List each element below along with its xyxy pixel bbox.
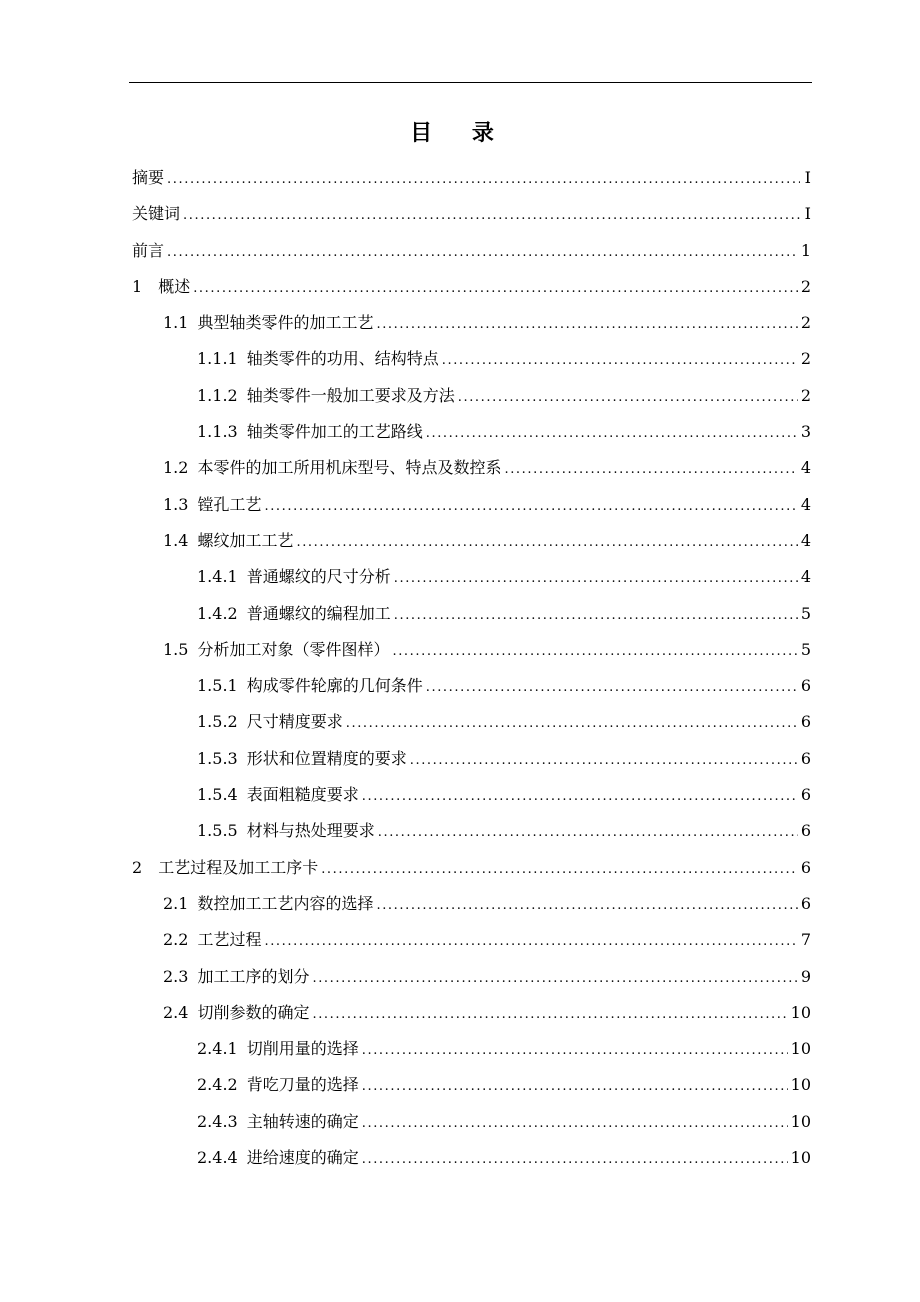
toc-entry-page-number: I [804, 168, 811, 187]
table-of-contents [132, 160, 811, 1176]
toc-entry[interactable] [132, 668, 811, 704]
dot-leader [362, 779, 798, 815]
dot-leader [442, 343, 798, 379]
dot-leader [264, 924, 797, 960]
toc-entry-number: 1.4.1 [197, 567, 238, 587]
toc-entry[interactable] [132, 450, 811, 486]
toc-entry-page-number: 1 [800, 240, 811, 260]
toc-entry-page-number: 7 [800, 930, 811, 950]
toc-entry-number: 2.4.3 [197, 1111, 238, 1131]
toc-entry[interactable] [132, 850, 811, 886]
toc-title: 目 录 [410, 121, 510, 146]
header-rule [129, 82, 812, 83]
toc-entry-page-number: 6 [800, 676, 811, 696]
toc-entry-page-number: 10 [790, 1111, 811, 1131]
toc-entry-page-number: 2 [800, 349, 811, 369]
toc-entry[interactable] [132, 160, 811, 196]
toc-entry[interactable] [132, 1031, 811, 1067]
toc-entry[interactable] [132, 886, 811, 922]
dot-leader [193, 271, 798, 307]
toc-entry-page-number: I [804, 204, 811, 224]
toc-entry-title: 典型轴类零件的加工工艺 [197, 313, 374, 333]
toc-entry[interactable] [132, 596, 811, 632]
toc-entry-page-number: 10 [790, 1002, 811, 1022]
dot-leader [378, 815, 798, 851]
toc-entry-page-number: 6 [800, 821, 811, 841]
toc-entry[interactable] [132, 777, 811, 813]
toc-entry-title: 数控加工工艺内容的选择 [197, 893, 374, 913]
dot-leader [426, 670, 798, 706]
dot-leader [394, 561, 798, 597]
dot-leader [458, 380, 798, 416]
dot-leader [167, 235, 798, 271]
toc-entry-number: 2.4.1 [197, 1039, 238, 1059]
toc-entry-number: 2.1 [163, 893, 189, 913]
toc-entry[interactable] [132, 995, 811, 1031]
toc-entry[interactable] [132, 632, 811, 668]
dot-leader [504, 452, 797, 488]
toc-entry-number: 2.4 [163, 1002, 189, 1022]
toc-entry-number: 1.5.4 [197, 785, 238, 805]
dot-leader [346, 706, 798, 742]
toc-entry[interactable] [132, 1067, 811, 1103]
toc-entry-page-number: 5 [800, 603, 811, 623]
toc-entry-number: 1.3 [163, 494, 189, 514]
toc-entry[interactable] [132, 813, 811, 849]
toc-entry-number: 2.4.4 [197, 1148, 238, 1168]
toc-entry-title: 概述 [158, 276, 191, 296]
dot-leader [312, 997, 787, 1033]
toc-entry-number: 1.4.2 [197, 603, 238, 623]
toc-entry-title: 分析加工对象（零件图样） [197, 639, 390, 659]
toc-entry-page-number: 6 [800, 785, 811, 805]
dot-leader [376, 888, 797, 924]
toc-entry-title: 摘要 [132, 168, 165, 187]
toc-entry-title: 轴类零件的功用、结构特点 [246, 349, 439, 369]
toc-entry-number: 1.1.2 [197, 385, 238, 405]
toc-entry-number: 1.5.2 [197, 712, 238, 732]
dot-leader [362, 1142, 788, 1178]
toc-entry-number: 1.1.1 [197, 349, 238, 369]
toc-entry-number: 1.1 [163, 313, 189, 333]
toc-entry-page-number: 4 [800, 530, 811, 550]
toc-entry-title: 普通螺纹的编程加工 [246, 603, 391, 623]
toc-entry[interactable] [132, 196, 811, 232]
toc-entry-title: 本零件的加工所用机床型号、特点及数控系 [197, 458, 502, 478]
toc-entry-number: 1.5 [163, 639, 189, 659]
toc-entry-title: 切削用量的选择 [246, 1039, 359, 1059]
toc-entry-page-number: 2 [800, 385, 811, 405]
dot-leader [426, 416, 798, 452]
toc-entry-page-number: 10 [790, 1039, 811, 1059]
dot-leader [362, 1106, 788, 1142]
toc-entry-title: 轴类零件加工的工艺路线 [246, 422, 423, 442]
dot-leader [296, 525, 797, 561]
toc-entry-title: 镗孔工艺 [197, 494, 262, 514]
dot-leader [392, 634, 797, 670]
toc-entry[interactable] [132, 523, 811, 559]
toc-entry-title: 表面粗糙度要求 [246, 785, 359, 805]
toc-entry-title: 形状和位置精度的要求 [246, 748, 407, 768]
toc-entry-title: 尺寸精度要求 [246, 712, 343, 732]
toc-entry[interactable] [132, 378, 811, 414]
toc-entry[interactable] [132, 741, 811, 777]
toc-entry-page-number: 6 [800, 893, 811, 913]
toc-entry-title: 工艺过程 [197, 930, 262, 950]
toc-entry-page-number: 3 [800, 422, 811, 442]
toc-entry-title: 前言 [132, 240, 165, 260]
toc-entry-title: 构成零件轮廓的几何条件 [246, 676, 423, 696]
dot-leader [321, 852, 798, 888]
dot-leader [264, 489, 797, 525]
toc-entry-title: 材料与热处理要求 [246, 821, 375, 841]
toc-entry[interactable] [132, 414, 811, 450]
toc-entry-page-number: 6 [800, 712, 811, 732]
dot-leader [362, 1033, 788, 1069]
dot-leader [312, 961, 797, 997]
toc-entry[interactable] [132, 341, 811, 377]
toc-entry-number: 1.5.5 [197, 821, 238, 841]
toc-entry-page-number: 9 [800, 966, 811, 986]
toc-entry-page-number: 6 [800, 748, 811, 768]
toc-entry-title: 加工工序的划分 [197, 966, 310, 986]
toc-entry-number: 1.5.3 [197, 748, 238, 768]
toc-entry[interactable] [132, 704, 811, 740]
toc-entry-page-number: 4 [800, 567, 811, 587]
toc-entry-title: 主轴转速的确定 [246, 1111, 359, 1131]
dot-leader [376, 307, 797, 343]
toc-entry-page-number: 2 [800, 313, 811, 333]
toc-entry-title: 轴类零件一般加工要求及方法 [246, 385, 455, 405]
toc-entry-number: 1 [132, 276, 143, 296]
toc-entry-page-number: 10 [790, 1075, 811, 1095]
toc-entry-title: 普通螺纹的尺寸分析 [246, 567, 391, 587]
toc-entry-page-number: 10 [790, 1148, 811, 1168]
toc-entry-number: 2.3 [163, 966, 189, 986]
toc-entry-number: 2 [132, 857, 143, 877]
toc-entry-page-number: 2 [800, 276, 811, 296]
toc-entry[interactable] [132, 233, 811, 269]
toc-entry[interactable] [132, 305, 811, 341]
toc-entry[interactable] [132, 1140, 811, 1176]
toc-entry-title: 关键词 [132, 204, 181, 224]
toc-entry-number: 1.2 [163, 458, 189, 478]
toc-entry[interactable] [132, 559, 811, 595]
toc-entry-number: 2.2 [163, 930, 189, 950]
dot-leader [183, 198, 800, 234]
toc-entry-title: 背吃刀量的选择 [246, 1075, 359, 1095]
toc-entry-title: 进给速度的确定 [246, 1148, 359, 1168]
toc-entry-number: 1.1.3 [197, 422, 238, 442]
toc-entry-page-number: 6 [800, 857, 811, 877]
toc-entry-number: 1.5.1 [197, 676, 238, 696]
toc-entry[interactable] [132, 487, 811, 523]
toc-entry[interactable] [132, 1104, 811, 1140]
dot-leader [410, 743, 798, 779]
toc-entry-page-number: 5 [800, 639, 811, 659]
dot-leader [167, 162, 800, 198]
toc-entry-title: 工艺过程及加工工序卡 [158, 857, 319, 877]
toc-entry-page-number: 4 [800, 494, 811, 514]
dot-leader [394, 598, 798, 634]
toc-entry[interactable] [132, 959, 811, 995]
toc-entry-title: 螺纹加工工艺 [197, 530, 294, 550]
toc-entry[interactable] [132, 922, 811, 958]
dot-leader [362, 1069, 788, 1105]
toc-entry[interactable] [132, 269, 811, 305]
toc-entry-number: 2.4.2 [197, 1075, 238, 1095]
toc-entry-page-number: 4 [800, 458, 811, 478]
toc-entry-title: 切削参数的确定 [197, 1002, 310, 1022]
toc-entry-number: 1.4 [163, 530, 189, 550]
